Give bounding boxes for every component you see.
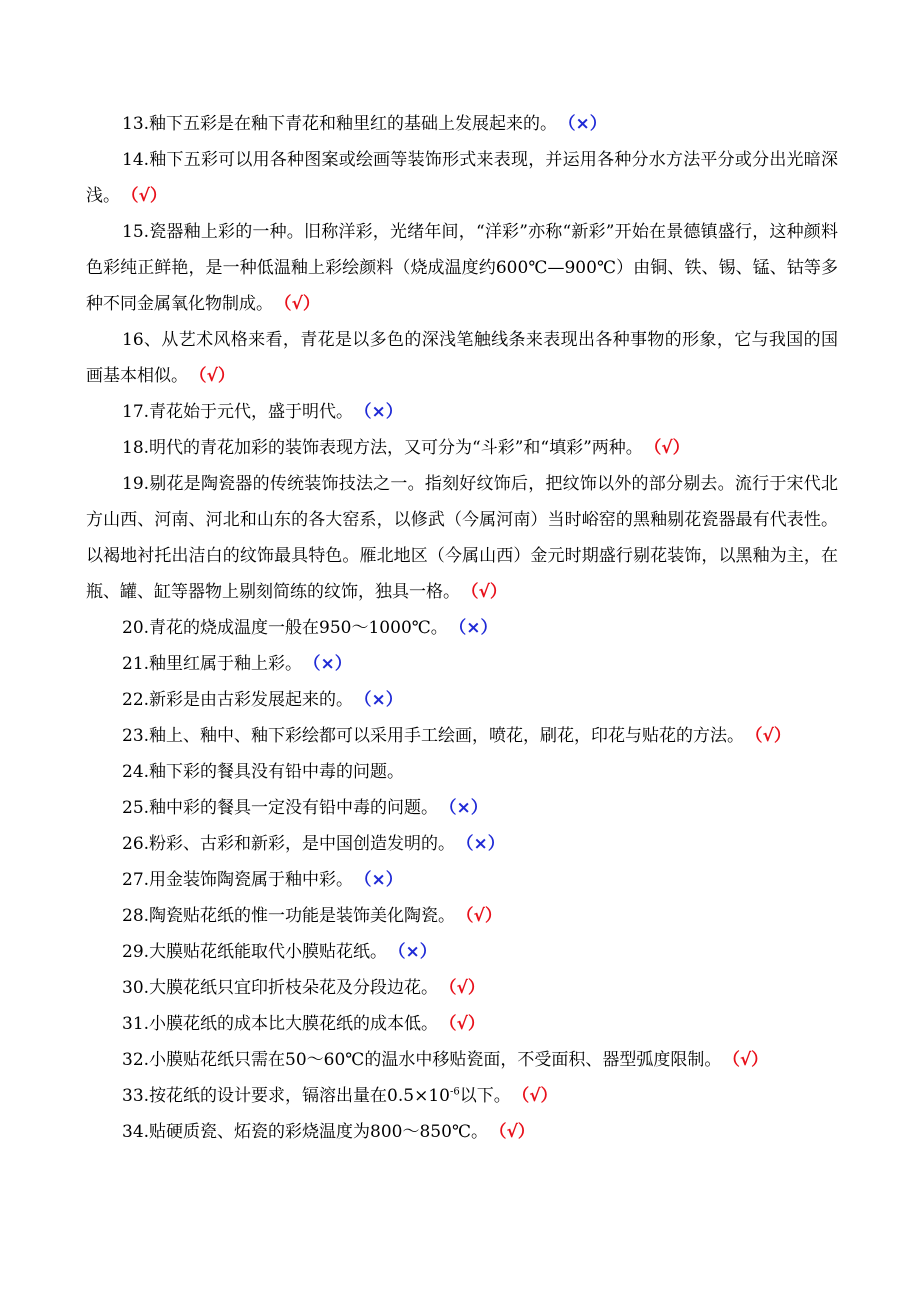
question-item [86, 790, 838, 826]
question-number: 33. [122, 1086, 150, 1106]
question-text: 新彩是由古彩发展起来的。 [149, 690, 354, 710]
question-item [86, 142, 838, 214]
question-number: 17. [122, 402, 150, 422]
answer-false-mark: （×） [448, 798, 488, 818]
answer-false-mark: （×） [363, 402, 403, 422]
question-text: 用金装饰陶瓷属于釉中彩。 [149, 870, 354, 890]
question-text: 釉下彩的餐具没有铅中毒的问题。 [149, 762, 405, 782]
question-number: 21. [122, 654, 150, 674]
question-text: 釉中彩的餐具一定没有铅中毒的问题。 [149, 798, 439, 818]
answer-true-mark: （√） [652, 438, 690, 458]
question-text: 贴硬质瓷、炻瓷的彩烧温度为800～850℃。 [149, 1122, 488, 1142]
answer-true-mark: （√） [731, 1050, 769, 1070]
question-item [86, 466, 838, 610]
question-list [86, 106, 838, 1150]
question-number: 16、 [122, 330, 162, 350]
question-number: 29. [122, 942, 150, 962]
question-text: 从艺术风格来看，青花是以多色的深浅笔触线条来表现出各种事物的形象，它与我国的国画基本相似。 [86, 330, 838, 386]
question-number: 23. [122, 726, 150, 746]
question-number: 27. [122, 870, 150, 890]
question-item [86, 430, 838, 466]
question-text: 釉里红属于釉上彩。 [149, 654, 303, 674]
question-number: 24. [122, 762, 150, 782]
question-text: 粉彩、古彩和新彩，是中国创造发明的。 [149, 834, 456, 854]
answer-true-mark: （√） [198, 366, 235, 386]
answer-true-mark: （√） [283, 294, 320, 314]
question-text: 小膜花纸的成本比大膜花纸的成本低。 [149, 1014, 439, 1034]
question-text: 陶瓷贴花纸的惟一功能是装饰美化陶瓷。 [149, 906, 456, 926]
question-number: 30. [122, 978, 150, 998]
question-item [86, 862, 838, 898]
answer-false-mark: （×） [312, 654, 352, 674]
question-item [86, 106, 838, 142]
answer-true-mark: （√） [470, 582, 507, 602]
question-text: 大膜花纸只宜印折枝朵花及分段边花。 [149, 978, 439, 998]
answer-false-mark: （×） [465, 834, 505, 854]
answer-true-mark: （√） [497, 1122, 535, 1142]
answer-true-mark: （√） [130, 186, 167, 206]
question-item [86, 322, 838, 394]
question-text: 按花纸的设计要求，镉溶出量在0.5×10 [149, 1086, 450, 1106]
question-text: 明代的青花加彩的装饰表现方法，又可分为“斗彩”和“填彩”两种。 [149, 438, 643, 458]
question-item [86, 754, 838, 790]
question-text: 釉下五彩是在釉下青花和釉里红的基础上发展起来的。 [149, 114, 558, 134]
question-number: 13. [122, 114, 150, 134]
exponent: -6 [449, 1086, 460, 1098]
answer-false-mark: （×） [567, 114, 607, 134]
answer-false-mark: （×） [363, 690, 403, 710]
question-number: 22. [122, 690, 150, 710]
answer-true-mark: （√） [465, 906, 502, 926]
question-text: 小膜贴花纸只需在50～60℃的温水中移贴瓷面，不受面积、器型弧度限制。 [149, 1050, 722, 1070]
question-item [86, 1042, 838, 1078]
question-number: 26. [122, 834, 150, 854]
question-item [86, 1114, 838, 1150]
question-text: 青花始于元代，盛于明代。 [149, 402, 354, 422]
question-text: 釉下五彩可以用各种图案或绘画等装饰形式来表现，并运用各种分水方法平分或分出光暗深浅。 [86, 150, 838, 206]
question-number: 20. [122, 618, 150, 638]
question-text: 釉上、釉中、釉下彩绘都可以采用手工绘画，喷花，刷花，印花与贴花的方法。 [149, 726, 745, 746]
question-number: 31. [122, 1014, 150, 1034]
question-item [86, 610, 838, 646]
answer-false-mark: （×） [397, 942, 437, 962]
question-number: 15. [122, 222, 150, 242]
answer-false-mark: （×） [363, 870, 403, 890]
answer-true-mark: （√） [448, 978, 485, 998]
question-item [86, 646, 838, 682]
question-number: 25. [122, 798, 150, 818]
question-item [86, 970, 838, 1006]
question-number: 14. [122, 150, 150, 170]
question-number: 34. [122, 1122, 150, 1142]
answer-false-mark: （×） [457, 618, 498, 638]
question-number: 32. [122, 1050, 150, 1070]
question-item [86, 214, 838, 322]
question-text: 青花的烧成温度一般在950～1000℃。 [149, 618, 448, 638]
question-item [86, 394, 838, 430]
question-number: 19. [122, 474, 150, 494]
question-text: 瓷器釉上彩的一种。旧称洋彩，光绪年间，“洋彩”亦称“新彩”开始在景德镇盛行，这种颜料色彩纯正鲜艳，是一种低温釉上彩绘颜料（烧成温度约600℃—900℃）由铜、铁、锡、锰、钴等多种不同金属氧化物制成。 [86, 222, 838, 314]
answer-true-mark: （√） [520, 1086, 558, 1106]
question-item [86, 682, 838, 718]
question-number: 18. [122, 438, 150, 458]
question-item [86, 1078, 838, 1114]
question-item [86, 1006, 838, 1042]
question-text: 剔花是陶瓷器的传统装饰技法之一。指刻好纹饰后，把纹饰以外的部分剔去。流行于宋代北方山西、河南、河北和山东的各大窑系，以修武（今属河南）当时峪窑的黑釉剔花瓷器最有代表性。以褐地衬托出洁白的纹饰最具特色。雁北地区（今属山西）金元时期盛行剔花装饰，以黑釉为主，在瓶、罐、缸等器物上剔刻简练的纹饰，独具一格。 [86, 474, 838, 602]
answer-true-mark: （√） [448, 1014, 485, 1034]
question-text-continued: 以下。 [459, 1086, 511, 1106]
question-item [86, 826, 838, 862]
question-item [86, 934, 838, 970]
question-item [86, 898, 838, 934]
question-text: 大膜贴花纸能取代小膜贴花纸。 [149, 942, 388, 962]
question-item [86, 718, 838, 754]
answer-true-mark: （√） [754, 726, 791, 746]
question-number: 28. [122, 906, 150, 926]
